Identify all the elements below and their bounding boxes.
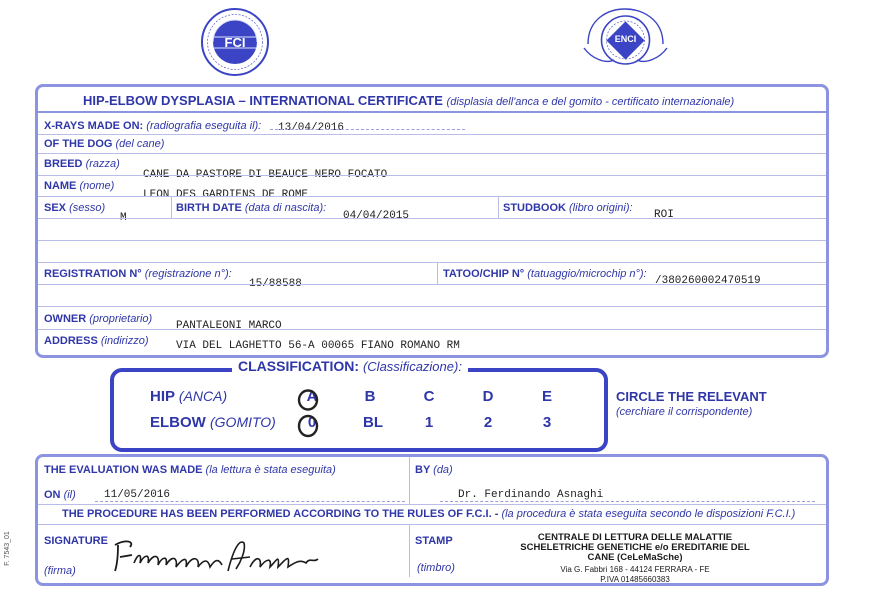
column-divider — [409, 457, 410, 504]
sex-value: M — [120, 212, 127, 224]
stamp-line-4: Via G. Fabbri 168 - 44124 FERRARA - FE — [560, 565, 710, 574]
stamp-line-5: P.IVA 01485660383 — [600, 575, 670, 584]
elbow-grade-bl[interactable]: BL — [363, 414, 383, 431]
form-code: F. 7543_01 — [3, 531, 11, 566]
elbow-label: ELBOW (GOMITO) — [150, 414, 276, 431]
hip-selection-mark — [296, 389, 320, 411]
breed-label: BREED (razza) — [44, 158, 120, 170]
xrays-underline — [270, 129, 465, 130]
stamp-block — [485, 533, 785, 584]
signature-label-it: (firma) — [44, 565, 76, 577]
hip-grade-b[interactable]: B — [364, 388, 376, 405]
row-divider — [38, 504, 826, 505]
circle-note-it: (cerchiare il corrispondente) — [616, 406, 753, 418]
classification-box — [110, 368, 608, 452]
address-value: VIA DEL LAGHETTO 56-A 00065 FIANO ROMANO RM — [176, 340, 460, 352]
row-divider — [38, 218, 826, 219]
hip-grade-c[interactable]: C — [423, 388, 435, 405]
certificate-title — [83, 93, 734, 108]
date-underline — [95, 501, 405, 502]
elbow-grade-0[interactable]: 0 — [307, 414, 317, 431]
hip-grade-a[interactable]: A — [306, 388, 318, 405]
title-divider — [38, 111, 826, 113]
hip-label: HIP (ANCA) — [150, 388, 228, 405]
row-divider — [38, 329, 826, 330]
dog-label: OF THE DOG (del cane) — [44, 138, 165, 150]
column-divider — [171, 196, 172, 218]
procedure-statement: THE PROCEDURE HAS BEEN PERFORMED ACCORDING TO THE RULES OF F.C.I. - (la procedura è stata eseguita secondo le disposizioni F.C.I.) — [62, 508, 796, 520]
evaluation-by-value: Dr. Ferdinando Asnaghi — [458, 489, 604, 501]
stamp-label-it: (timbro) — [417, 562, 455, 574]
column-divider — [437, 262, 438, 284]
column-divider — [409, 524, 410, 577]
row-divider — [38, 524, 826, 525]
classification-title: CLASSIFICATION: (Classificazione): — [232, 358, 468, 374]
elbow-selection-mark — [296, 414, 320, 438]
enci-logo — [578, 4, 673, 79]
evaluation-made-label: THE EVALUATION WAS MADE (la lettura è stata eseguita) — [44, 464, 336, 476]
elbow-grade-2[interactable]: 2 — [483, 414, 493, 431]
certificate-title-en: HIP-ELBOW DYSPLASIA – INTERNATIONAL CERTIFICATE — [83, 93, 443, 108]
xrays-label: X-RAYS MADE ON: (radiografia eseguita il): — [44, 120, 262, 132]
row-divider — [38, 134, 826, 135]
signature-image — [110, 533, 325, 575]
stamp-line-2: SCHELETRICHE GENETICHE e/o EREDITARIE DEL — [520, 542, 750, 553]
row-divider — [38, 306, 826, 307]
row-divider — [38, 175, 826, 176]
birth-date-value: 04/04/2015 — [343, 210, 410, 222]
certificate-title-it: (displasia dell'anca e del gomito - certificato internazionale) — [446, 96, 735, 108]
signature-label: SIGNATURE — [44, 535, 108, 547]
by-underline — [440, 501, 815, 502]
sex-label: SEX (sesso) — [44, 202, 106, 214]
address-label: ADDRESS (indirizzo) — [44, 335, 149, 347]
fci-logo — [200, 7, 270, 77]
evaluation-on-label: ON (il) — [44, 489, 76, 501]
circle-note: CIRCLE THE RELEVANT — [616, 389, 767, 404]
hip-grade-e[interactable]: E — [541, 388, 552, 405]
stamp-line-1: CENTRALE DI LETTURA DELLE MALATTIE — [537, 532, 733, 543]
studbook-label: STUDBOOK (libro origini): — [503, 202, 633, 214]
registration-label: REGISTRATION N° (registrazione n°): — [44, 268, 232, 280]
stamp-line-3: CANE (CeLeMaSche) — [587, 552, 683, 563]
row-divider — [38, 153, 826, 154]
birth-date-label: BIRTH DATE (data di nascita): — [176, 202, 327, 214]
breed-value: CANE DA PASTORE DI BEAUCE NERO FOCATO — [143, 169, 388, 181]
row-divider — [38, 196, 826, 197]
fci-logo-text: FCI — [224, 35, 246, 50]
evaluation-on-value: 11/05/2016 — [104, 489, 171, 501]
owner-value: PANTALEONI MARCO — [176, 320, 282, 332]
elbow-grade-3[interactable]: 3 — [542, 414, 552, 431]
column-divider — [498, 196, 499, 218]
name-label: NAME (nome) — [44, 180, 115, 192]
hip-grade-d[interactable]: D — [482, 388, 494, 405]
studbook-value: ROI — [654, 209, 674, 221]
enci-logo-text: ENCI — [614, 34, 637, 44]
stamp-label: STAMP — [415, 535, 453, 547]
elbow-grade-1[interactable]: 1 — [424, 414, 434, 431]
evaluation-by-label: BY (da) — [415, 464, 453, 476]
owner-label: OWNER (proprietario) — [44, 313, 153, 325]
tatoo-value: /380260002470519 — [655, 275, 761, 287]
xrays-value: 13/04/2016 — [278, 122, 345, 134]
row-divider — [38, 262, 826, 263]
name-value: LEON DES GARDIENS DE ROME — [143, 189, 309, 201]
tatoo-label: TATOO/CHIP N° (tatuaggio/microchip n°): — [443, 268, 647, 280]
row-divider — [38, 240, 826, 241]
row-divider — [38, 284, 826, 285]
registration-value: 15/88588 — [249, 278, 302, 290]
